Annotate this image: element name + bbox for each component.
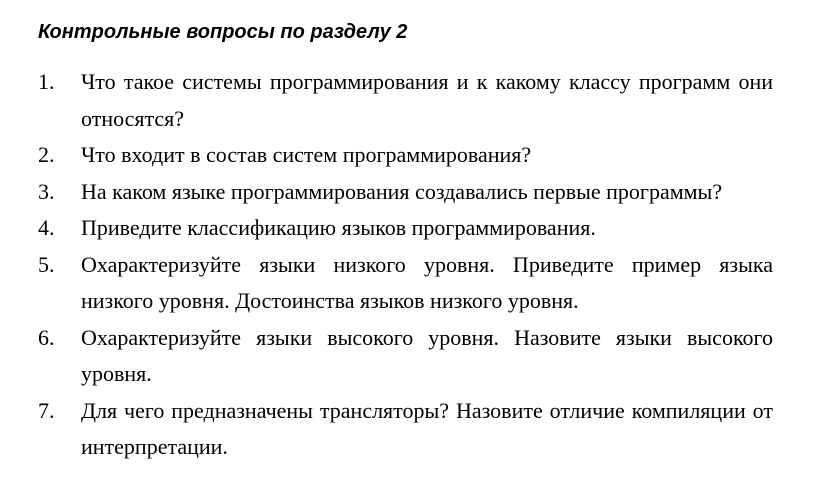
question-text: На каком языке программирования создавались первые программы? [81,178,723,204]
question-number: 4. [38,215,55,240]
question-text: Для чего предназначены трансляторы? Назовите отличие компиляции от интерпретации. [81,397,773,459]
question-number: 5. [38,251,55,277]
questions-list [38,64,773,466]
question-text: Охарактеризуйте языки высокого уровня. Назовите языки высокого уровня. [81,324,773,386]
question-item-7 [38,393,773,466]
question-item-5 [38,247,773,320]
question-item-2 [38,137,773,174]
question-text: Что такое системы программирования и к какому классу программ они относятся? [81,69,773,131]
question-item-3 [38,174,773,211]
section-title: Контрольные вопросы по разделу 2 [38,21,408,43]
question-number: 6. [38,324,55,350]
question-text: Что входит в состав систем программирования? [81,142,532,167]
question-number: 7. [38,397,55,423]
question-text: Приведите классификацию языков программирования. [81,215,596,240]
question-item-6 [38,320,773,393]
question-text: Охарактеризуйте языки низкого уровня. Приведите пример языка низкого уровня. Достоинства языков низкого уровня. [81,251,773,313]
question-item-1 [38,64,773,137]
question-number: 1. [38,69,55,94]
question-number: 3. [38,178,55,204]
question-item-4 [38,210,773,247]
question-number: 2. [38,142,55,167]
